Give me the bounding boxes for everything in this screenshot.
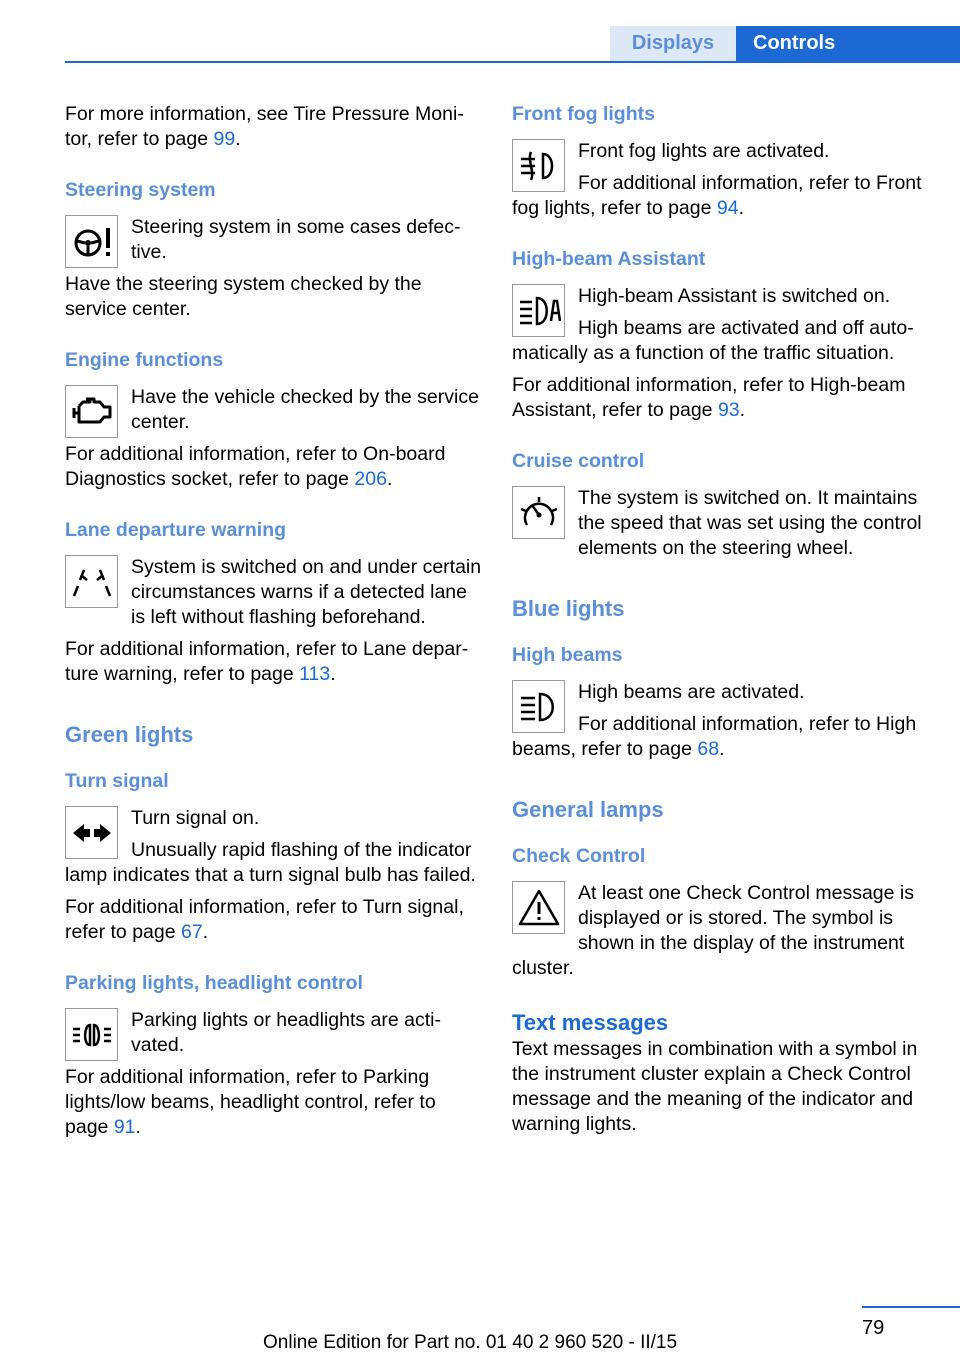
intro-paragraph: For more information, see Tire Pressure Monitor, refer to page 99. — [65, 103, 464, 150]
body-text: Steering system in some cases defective. — [131, 216, 461, 263]
heading-general-lamps: General lamps — [512, 797, 664, 822]
body-text: For additional information, refer to Lane departure warning, refer to page 113. — [65, 638, 469, 685]
body-text: Front fog lights are activated. — [578, 140, 830, 162]
page-link[interactable]: 93 — [717, 399, 740, 421]
high-beam-assistant-icon — [512, 284, 565, 337]
section-title: Parking lights, headlight control — [65, 972, 363, 994]
body-text: System is switched on and under certain circumstances warns if a detected lane is left without flashing beforehand. — [131, 556, 482, 628]
page-link[interactable]: 91 — [113, 1116, 136, 1138]
body-text: Have the vehicle checked by the service center. — [131, 386, 479, 433]
body-text: For additional information, refer to Turn signal, refer to page 67. — [65, 896, 464, 943]
footer-rule — [862, 1306, 960, 1308]
body-text: Turn signal on. — [131, 807, 260, 829]
heading-blue-lights: Blue lights — [512, 596, 625, 621]
body-text: Parking lights or headlights are activated. — [131, 1009, 441, 1056]
section-fog — [512, 102, 930, 221]
body-text: High-beam Assistant is switched on. — [578, 285, 891, 307]
body-text: For additional information, refer to Parking lights/low beams, headlight control, refer to page 91. — [65, 1066, 436, 1138]
body-text: Have the steering system checked by the service center. — [65, 273, 422, 320]
body-text: Unusually rapid flashing of the indicator lamp indicates that a turn signal bulb has failed. — [65, 839, 476, 886]
section-title: Check Control — [512, 845, 646, 867]
section-title: Turn signal — [65, 770, 169, 792]
tab-controls[interactable]: Controls — [736, 26, 960, 61]
section-title: Cruise control — [512, 450, 645, 472]
turn-signal-icon — [65, 806, 118, 859]
section-cruise — [512, 449, 930, 561]
body-text: For additional information, refer to High-beam Assistant, refer to page 93. — [512, 374, 906, 421]
page-link[interactable]: 206 — [354, 468, 387, 490]
section-high-beams — [512, 643, 930, 762]
left-column — [65, 102, 483, 1140]
steering-warning-icon — [65, 215, 118, 268]
body-text: For additional information, refer to On-board Diagnostics socket, refer to page 206. — [65, 443, 446, 490]
section-title: High beams — [512, 644, 623, 666]
section-check-control — [512, 844, 930, 981]
section-title: Front fog lights — [512, 103, 655, 125]
body-text: The system is switched on. It maintains the speed that was set using the control elements on the steering wheel. — [578, 487, 922, 559]
section-parking — [65, 971, 483, 1140]
right-column — [512, 102, 930, 1137]
section-title: Engine functions — [65, 349, 224, 371]
section-title: Steering system — [65, 179, 216, 201]
header-rule — [65, 61, 960, 63]
page-link[interactable]: 68 — [697, 738, 720, 760]
section-engine — [65, 348, 483, 492]
high-beam-icon — [512, 680, 565, 733]
section-high-beam-assistant — [512, 247, 930, 423]
edition-footer: Online Edition for Part no. 01 40 2 960 520 - II/15 — [263, 1332, 678, 1353]
body-text: High beams are activated. — [578, 681, 805, 703]
page-number: 79 — [862, 1317, 885, 1339]
page-link[interactable]: 99 — [213, 128, 236, 150]
page-link[interactable]: 113 — [299, 663, 331, 685]
page-link[interactable]: 67 — [181, 921, 203, 943]
engine-icon — [65, 385, 118, 438]
section-title: High-beam Assistant — [512, 248, 706, 270]
body-text: For additional information, refer to Front fog lights, refer to page 94. — [512, 172, 922, 219]
page-link[interactable]: 94 — [716, 197, 739, 219]
lane-departure-icon — [65, 555, 118, 608]
front-fog-light-icon — [512, 139, 565, 192]
parking-lights-icon — [65, 1008, 118, 1061]
body-text: At least one Check Control message is displayed or is stored. The symbol is shown in the display of the instrument cluster. — [512, 882, 914, 979]
section-title: Lane departure warning — [65, 519, 287, 541]
warning-triangle-icon — [512, 881, 565, 934]
tab-displays[interactable]: Displays — [610, 26, 736, 61]
body-text: High beams are activated and off automatically as a function of the traffic situation. — [512, 317, 914, 364]
cruise-control-icon — [512, 486, 565, 539]
body-text: Text messages in combination with a symbol in the instrument cluster explain a Check Control message and the meaning of the indicator and warning lights. — [512, 1038, 918, 1135]
body-text: For additional information, refer to High beams, refer to page 68. — [512, 713, 917, 760]
heading-green-lights: Green lights — [65, 722, 194, 747]
section-turn-signal — [65, 769, 483, 945]
heading-text-messages: Text messages — [512, 1010, 669, 1035]
section-lane — [65, 518, 483, 687]
section-steering — [65, 178, 483, 322]
